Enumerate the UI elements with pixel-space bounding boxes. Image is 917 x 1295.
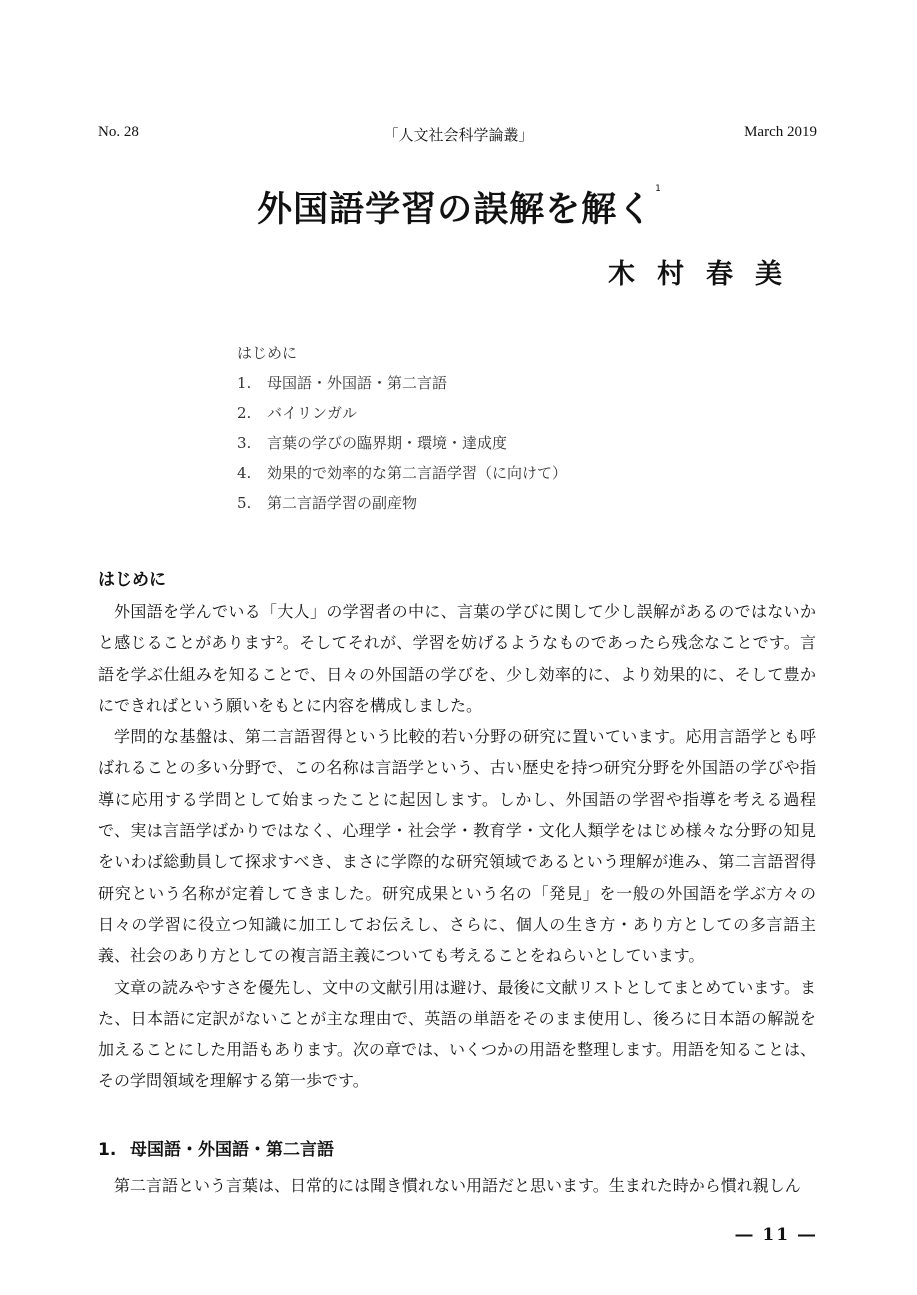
toc-item-label: 効果的で効率的な第二言語学習（に向けて） [267,464,568,482]
paper-title [0,182,917,232]
section-heading-1 [98,1135,334,1160]
journal-name: 「人文社会科学論叢」 [383,128,534,144]
section-number: 1. [98,1140,117,1160]
intro-body [98,596,816,1097]
toc-item [237,458,567,488]
toc-item-number: 2. [237,404,252,422]
table-of-contents [237,338,567,518]
toc-item [237,428,567,458]
toc-item-number: 1. [237,374,252,392]
toc-item-number: 3. [237,434,252,452]
toc-item-number: 5. [237,494,252,512]
toc-item-label: バイリンガル [267,404,358,422]
toc-item-label: 第二言語学習の副産物 [267,494,418,512]
paragraph: 学問的な基盤は、第二言語習得という比較的若い分野の研究に置いています。応用言語学とも呼ばれることの多い分野で、この名称は言語学という、古い歴史を持つ研究分野を外国語の学びや指導に応用する学問として始まったことに起因します。しかし、外国語の学習や指導を考える過程で、実は言語学ばかりではなく、心理学・社会学・教育学・文化人類学をはじめ様々な分野の知見をいわば総動員して探求すべき、まさに学際的な研究領域であるという理解が進み、第二言語習得研究という名称が定着してきました。研究成果という名の「発見」を一般の外国語を学ぶ方々の日々の学習に役立つ知識に加工してお伝えし、さらに、個人の生き方・あり方としての多言語主義、社会のあり方としての複言語主義についても考えることをねらいとしています。 [98,727,816,966]
paragraph: 文章の読みやすさを優先し、文中の文献引用は避け、最後に文献リストとしてまとめています。また、日本語に定訳がないことが主な理由で、英語の単語をそのまま使用し、後ろに日本語の解説を加えることにした用語もあります。次の章では、いくつかの用語を整理します。用語を知ることは、その学問領域を理解する第一歩です。 [98,977,816,1091]
toc-item [237,368,567,398]
paragraph: 第二言語という言葉は、日常的には聞き慣れない用語だと思います。生まれた時から慣れ親しん [114,1176,801,1195]
toc-item-number: 4. [237,464,252,482]
title-footnote-mark: 1 [655,184,662,194]
issue-date: March 2019 [744,124,817,140]
toc-item-label: 言葉の学びの臨界期・環境・達成度 [267,434,508,452]
toc-item [237,398,567,428]
paragraph: 外国語を学んでいる「大人」の学習者の中に、言葉の学びに関して少し誤解があるのではないかと感じることがあります²。そしてそれが、学習を妨げるようなものであったら残念なことです。言語を学ぶ仕組みを知ることで、日々の外国語の学びを、少し効率的に、より効果的に、そして豊かにできればという願いをもとに内容を構成しました。 [98,602,816,715]
section-heading-intro: はじめに [98,570,166,590]
section1-body [98,1170,816,1201]
paper-title-text: 外国語学習の誤解を解く [257,190,654,230]
author-name: 木村春美 [608,259,804,290]
toc-item-label: 母国語・外国語・第二言語 [267,374,448,392]
section-title: 母国語・外国語・第二言語 [130,1140,334,1160]
page-number: ― 11 ― [735,1225,817,1245]
journal-issue: No. 28 [98,124,139,140]
toc-item [237,488,567,518]
toc-heading: はじめに [237,344,298,362]
